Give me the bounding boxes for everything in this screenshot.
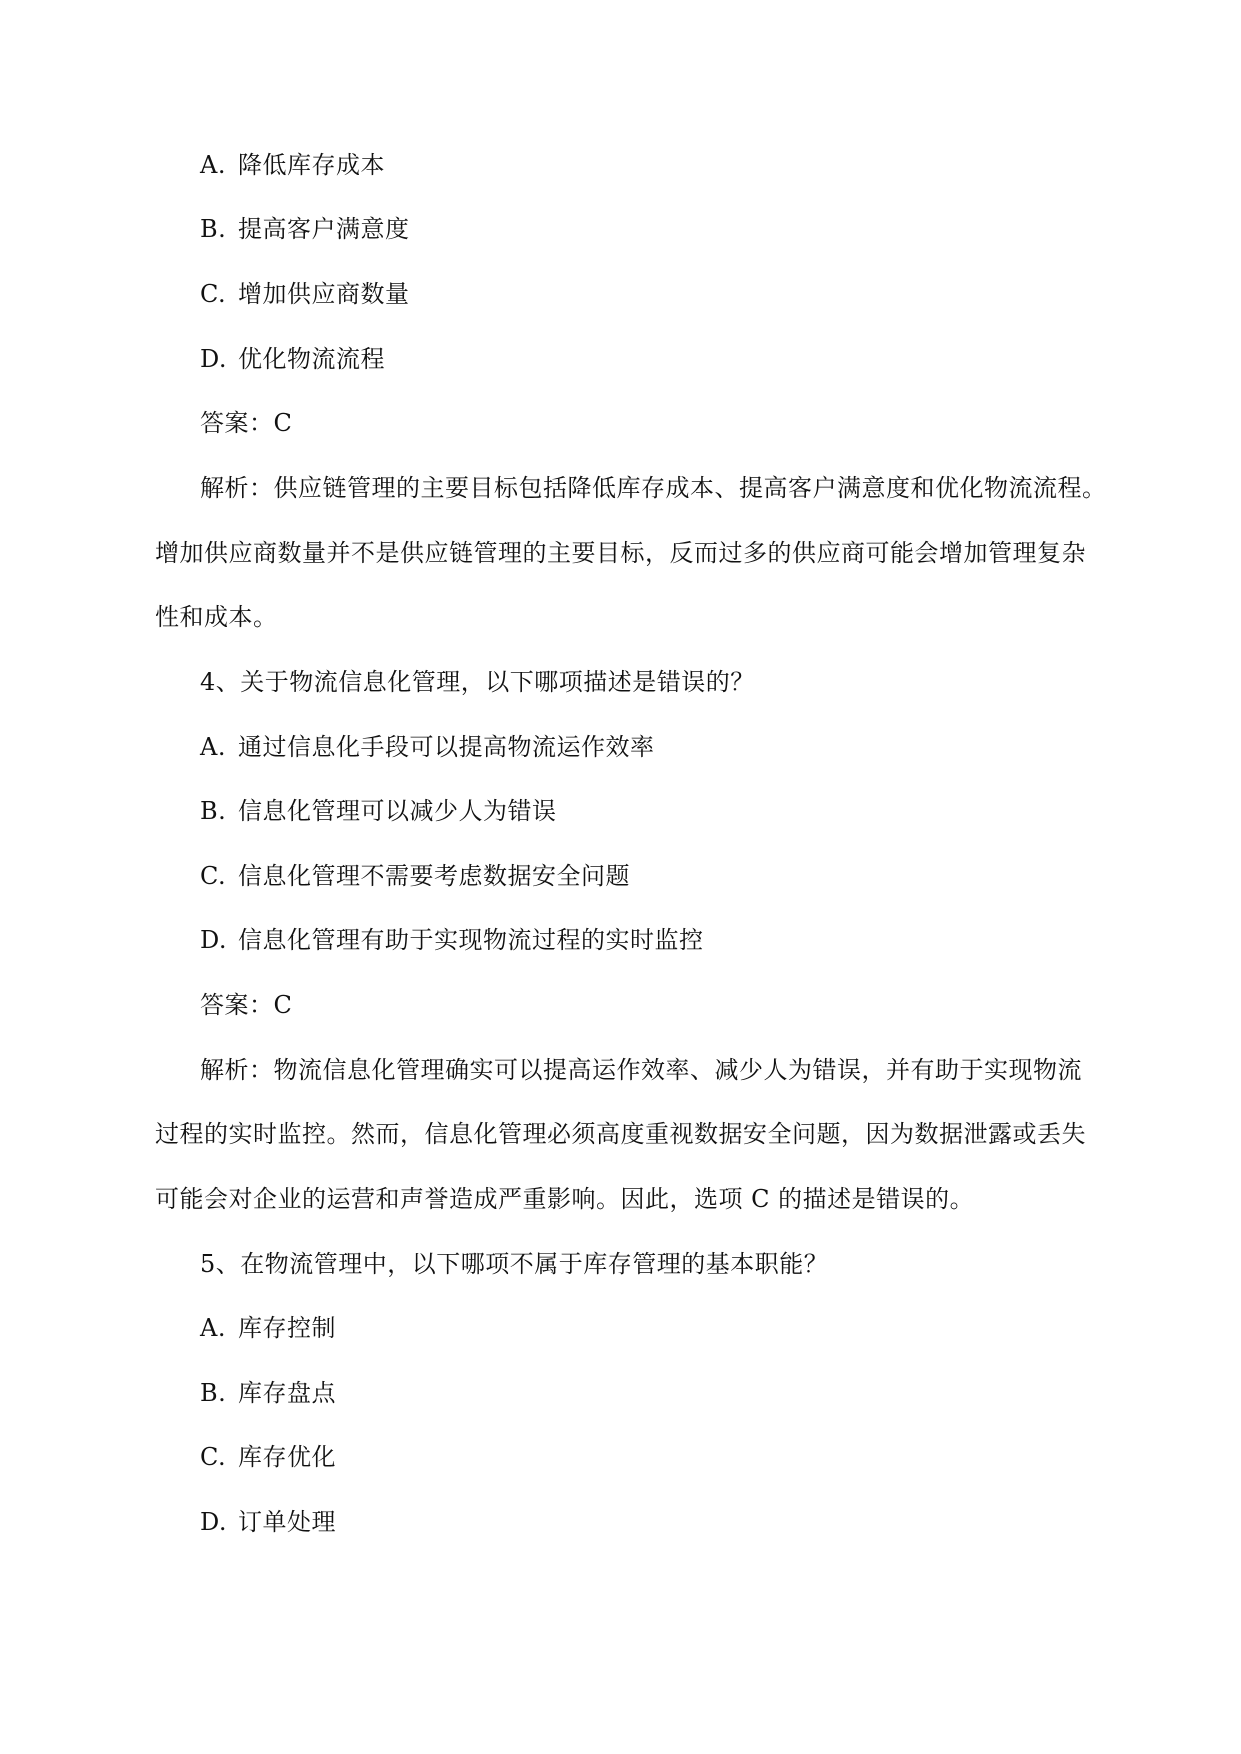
q4-answer: 答案：C bbox=[200, 991, 293, 1019]
option-letter: A. bbox=[200, 1314, 226, 1342]
q3-analysis-line-1: 解析：供应链管理的主要目标包括降低库存成本、提高客户满意度和优化物流流程。 bbox=[200, 474, 1107, 502]
option-text: 降低库存成本 bbox=[238, 151, 385, 179]
option-letter: D. bbox=[200, 1508, 228, 1536]
q3-analysis-line-3: 性和成本。 bbox=[155, 603, 278, 631]
q5-option-c bbox=[200, 1440, 336, 1474]
q5-option-a bbox=[200, 1311, 336, 1345]
option-text: 通过信息化手段可以提高物流运作效率 bbox=[238, 733, 655, 761]
q4-analysis-line-1: 解析：物流信息化管理确实可以提高运作效率、减少人为错误，并有助于实现物流 bbox=[200, 1056, 1082, 1084]
option-text: 优化物流流程 bbox=[238, 345, 385, 373]
option-text: 库存盘点 bbox=[238, 1379, 336, 1407]
option-letter: D. bbox=[200, 345, 228, 373]
q4-option-d bbox=[200, 923, 704, 957]
q3-answer: 答案：C bbox=[200, 409, 293, 437]
option-text: 增加供应商数量 bbox=[238, 280, 410, 308]
option-text: 库存优化 bbox=[238, 1443, 336, 1471]
option-text: 信息化管理不需要考虑数据安全问题 bbox=[238, 862, 630, 890]
option-letter: C. bbox=[200, 862, 227, 890]
option-text: 信息化管理有助于实现物流过程的实时监控 bbox=[238, 926, 704, 954]
option-letter: A. bbox=[200, 733, 226, 761]
q3-option-c bbox=[200, 277, 410, 311]
q4-option-a bbox=[200, 730, 655, 764]
q3-option-b bbox=[200, 212, 410, 246]
q5-question: 5、在物流管理中，以下哪项不属于库存管理的基本职能？ bbox=[200, 1250, 829, 1278]
option-text: 提高客户满意度 bbox=[238, 215, 410, 243]
q4-option-c bbox=[200, 859, 630, 893]
q3-option-a bbox=[200, 148, 385, 182]
option-text: 库存控制 bbox=[238, 1314, 336, 1342]
q4-option-b bbox=[200, 794, 557, 828]
q5-option-d bbox=[200, 1505, 336, 1539]
q4-analysis-line-2: 过程的实时监控。然而，信息化管理必须高度重视数据安全问题，因为数据泄露或丢失 bbox=[155, 1120, 1086, 1148]
option-letter: B. bbox=[200, 215, 227, 243]
q5-option-b bbox=[200, 1376, 336, 1410]
q3-option-d bbox=[200, 342, 385, 376]
option-letter: B. bbox=[200, 1379, 227, 1407]
option-letter: A. bbox=[200, 151, 226, 179]
q4-question: 4、关于物流信息化管理，以下哪项描述是错误的？ bbox=[200, 668, 755, 696]
q4-analysis-line-3: 可能会对企业的运营和声誉造成严重影响。因此，选项 C 的描述是错误的。 bbox=[155, 1185, 975, 1213]
option-letter: C. bbox=[200, 280, 227, 308]
option-text: 订单处理 bbox=[238, 1508, 336, 1536]
q3-analysis-line-2: 增加供应商数量并不是供应链管理的主要目标，反而过多的供应商可能会增加管理复杂 bbox=[155, 539, 1086, 567]
option-letter: C. bbox=[200, 1443, 227, 1471]
option-letter: B. bbox=[200, 797, 227, 825]
option-text: 信息化管理可以减少人为错误 bbox=[238, 797, 557, 825]
option-letter: D. bbox=[200, 926, 228, 954]
